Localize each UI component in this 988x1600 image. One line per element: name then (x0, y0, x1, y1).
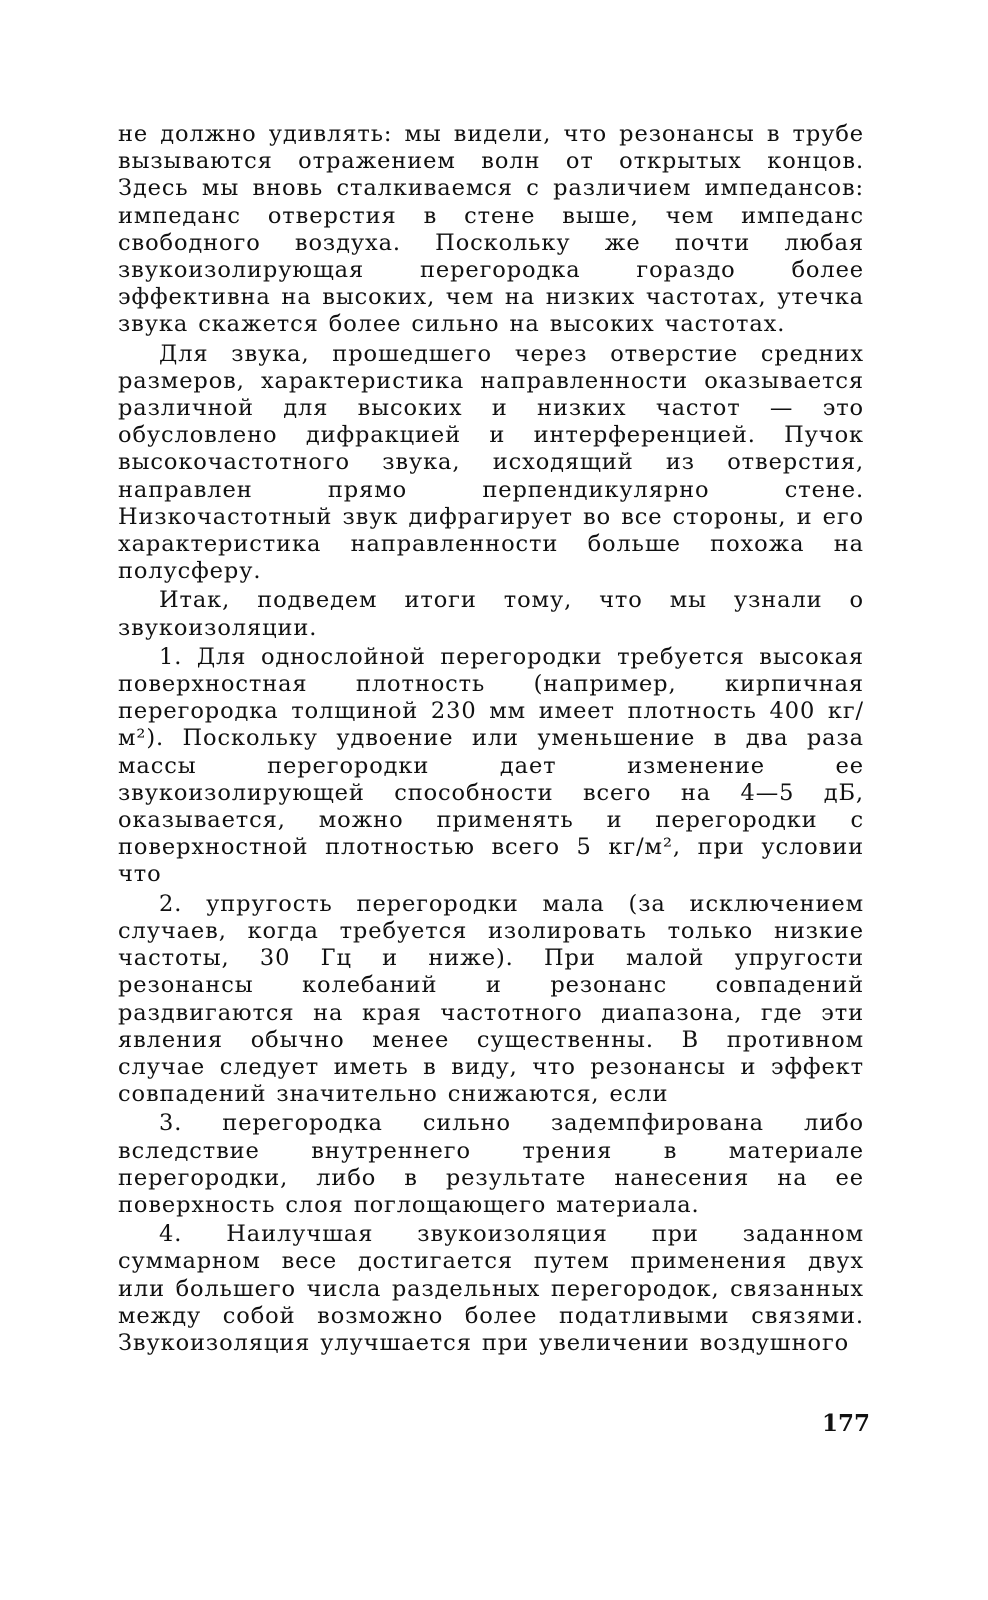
body-text (118, 121, 864, 1357)
list-item-3: 3. перегородка сильно задемпфирована либо вследствие внутреннего трения в материале перегородки, либо в результате нанесения на ее поверхность слоя поглощающего материала. (118, 1110, 864, 1218)
list-item-1: 1. Для однослойной перегородки требуется высокая поверхностная плотность (например, кирпичная перегородка толщиной 230 мм имеет плотность 400 кг/м²). Поскольку удвоение или уменьшение в два раза массы перегородки дает изменение ее звукоизолирующей способности всего на 4—5 дБ, оказывается, можно применять и перегородки с поверхностной плотностью всего 5 кг/м², при условии что (118, 643, 864, 888)
page-number: 177 (822, 1410, 871, 1437)
paragraph-directivity: Для звука, прошедшего через отверстие средних размеров, характеристика направленности оказывается различной для высоких и низких частот — это обусловлено дифракцией и интерференцией. Пучок высокочастотного звука, исходящий из отверстия, направлен прямо перпендикулярно стене. Низкочастотный звук дифрагирует во все стороны, и его характеристика направленности больше похожа на полусферу. (118, 340, 864, 585)
paragraph-continuation: не должно удивлять: мы видели, что резонансы в трубе вызываются отражением волн от открытых концов. Здесь мы вновь сталкиваемся с различием импедансов: импеданс отверстия в стене выше, чем импеданс свободного воздуха. Поскольку же почти любая звукоизолирующая перегородка гораздо более эффективна на высоких, чем на низких частотах, утечка звука скажется более сильно на высоких частотах. (118, 121, 864, 338)
list-item-4: 4. Наилучшая звукоизоляция при заданном суммарном весе достигается путем применения двух или большего числа раздельных перегородок, связанных между собой возможно более податливыми связями. Звукоизоляция улучшается при увеличении воздушного (118, 1221, 864, 1356)
paragraph-summary-intro: Итак, подведем итоги тому, что мы узнали о звукоизоляции. (118, 587, 864, 641)
list-item-2: 2. упругость перегородки мала (за исключением случаев, когда требуется изолировать только низкие частоты, 30 Гц и ниже). При малой упругости резонансы колебаний и резонанс совпадений раздвигаются на края частотного диапазона, где эти явления обычно менее существенны. В противном случае следует иметь в виду, что резонансы и эффект совпадений значительно снижаются, если (118, 890, 864, 1108)
